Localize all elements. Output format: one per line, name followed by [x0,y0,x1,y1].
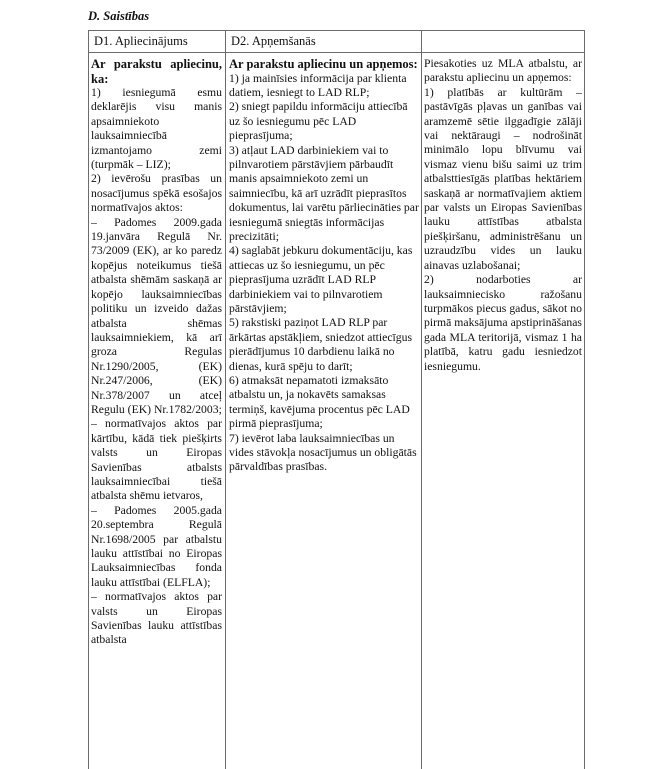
d1-item: 1) iesniegumā esmu deklarējis visu manis apsaimniekoto lauksaimniecībā izmantojamo zemi (turpmāk – LIZ); [91,86,222,172]
d2-item: 1) ja mainīsies informācija par klienta datiem, iesniegt to LAD RLP; [229,71,407,99]
d3-lead: Piesakoties uz MLA atbalstu, ar parakstu apliecinu un apņemos: [424,57,582,85]
d2-item: 6) atmaksāt nepamatoti izmaksāto atbalstu un, ja nokavēts samaksas termiņš, kavējuma procentus pēc LAD pirmā pieprasījuma; [229,374,410,431]
d1-item: 2) ievērošu prasības un nosacījumus spēkā esošajos normatīvajos aktos: [91,172,222,215]
d1-cell [91,57,222,768]
section-title: D. Saistības [88,9,150,23]
header-d2: D2. Apņemšanās [231,34,316,48]
column-divider [225,30,226,769]
d3-item: 2) nodarboties ar lauksaimniecisko ražošanu turpmākos piecus gadus, sākot no pirmā maksājuma apstiprināšanas gada MLA teritorijā, vismaz 1 ha platībā, katru gadu iesniedzot iesniegumu. [424,273,582,373]
d1-item: – normatīvajos aktos par kārtību, kādā tiek piešķirts valsts un Eiropas Savienības atbalsts lauksaimniecībai tiešā atbalsta shēmu ietvaros, [91,417,222,503]
d1-item: – Padomes 2005.gada 20.septembra Regulā Nr.1698/2005 par atbalstu lauku attīstībai no Eiropas Lauksaimniecības fonda lauku attīstībai (ELFLA); [91,503,222,589]
d1-item: – Padomes 2009.gada 19.janvāra Regulā Nr. 73/2009 (EK), ar ko paredz kopējus noteikumus tiešā atbalsta shēmām saskaņā ar kopējo lauksaimniecības politiku un izveido dažas atbalsta shēmas lauksaimniekiem, kā arī groza Regulas Nr.1290/2005, (EK) Nr.247/2006, (EK) Nr.378/2007 un atceļ Regulu (EK) Nr.1782/2003; [91,215,222,416]
column-divider [421,30,422,769]
d3-item: 1) platībās ar kultūrām – pastāvīgās pļavas un ganības vai aramzemē sētie ilggadīgie zālāji vai nektāraugi – nodrošināt minimālo lopu blīvumu vai vismaz vienu bišu saimi uz trim atbalsttiesīgās platības hektāriem saskaņā ar normatīvajiem aktiem par valsts un Eiropas Savienības lauku attīstības atbalsta piešķiršanu, administrēšanu un uzraudzību vides un lauku ainavas uzlabošanai; [424,85,582,272]
d2-lead: Ar parakstu apliecinu un apņemos: [229,57,418,71]
d2-item: 7) ievērot laba lauksaimniecības un vides stāvokļa nosacījumus un obligātās pārvaldības prasības. [229,431,417,474]
d2-item: 2) sniegt papildu informāciju attiecībā uz šo iesniegumu pēc LAD pieprasījuma; [229,100,408,143]
d2-item: 5) rakstiski paziņot LAD RLP par ārkārtas apstākļiem, sniedzot attiecīgus pierādījumus 10 darbdienu laikā no dienas, kurā spēju to darīt; [229,316,413,373]
d3-cell [424,57,582,768]
d1-item: – normatīvajos aktos par valsts un Eiropas Savienības lauku attīstības atbalsta [91,590,222,647]
d2-item: 3) atļaut LAD darbiniekiem vai to pilnvarotiem pārstāvjiem pārbaudīt manis apsaimniekoto zemi un saimniecību, kā arī uzrādīt pieprasītos dokumentus, lai varētu pārliecināties par iesniegumā sniegtās informācijas precizitāti; [229,143,419,243]
d2-item: 4) saglabāt jebkuru dokumentāciju, kas attiecas uz šo iesniegumu, un pēc pieprasījuma uzrādīt LAD RLP darbiniekiem vai to pilnvarotiem pārstāvjiem; [229,244,413,315]
d2-cell [229,57,419,768]
header-d1: D1. Apliecinājums [94,34,188,48]
d1-lead: Ar parakstu apliecinu, ka: [91,57,222,86]
